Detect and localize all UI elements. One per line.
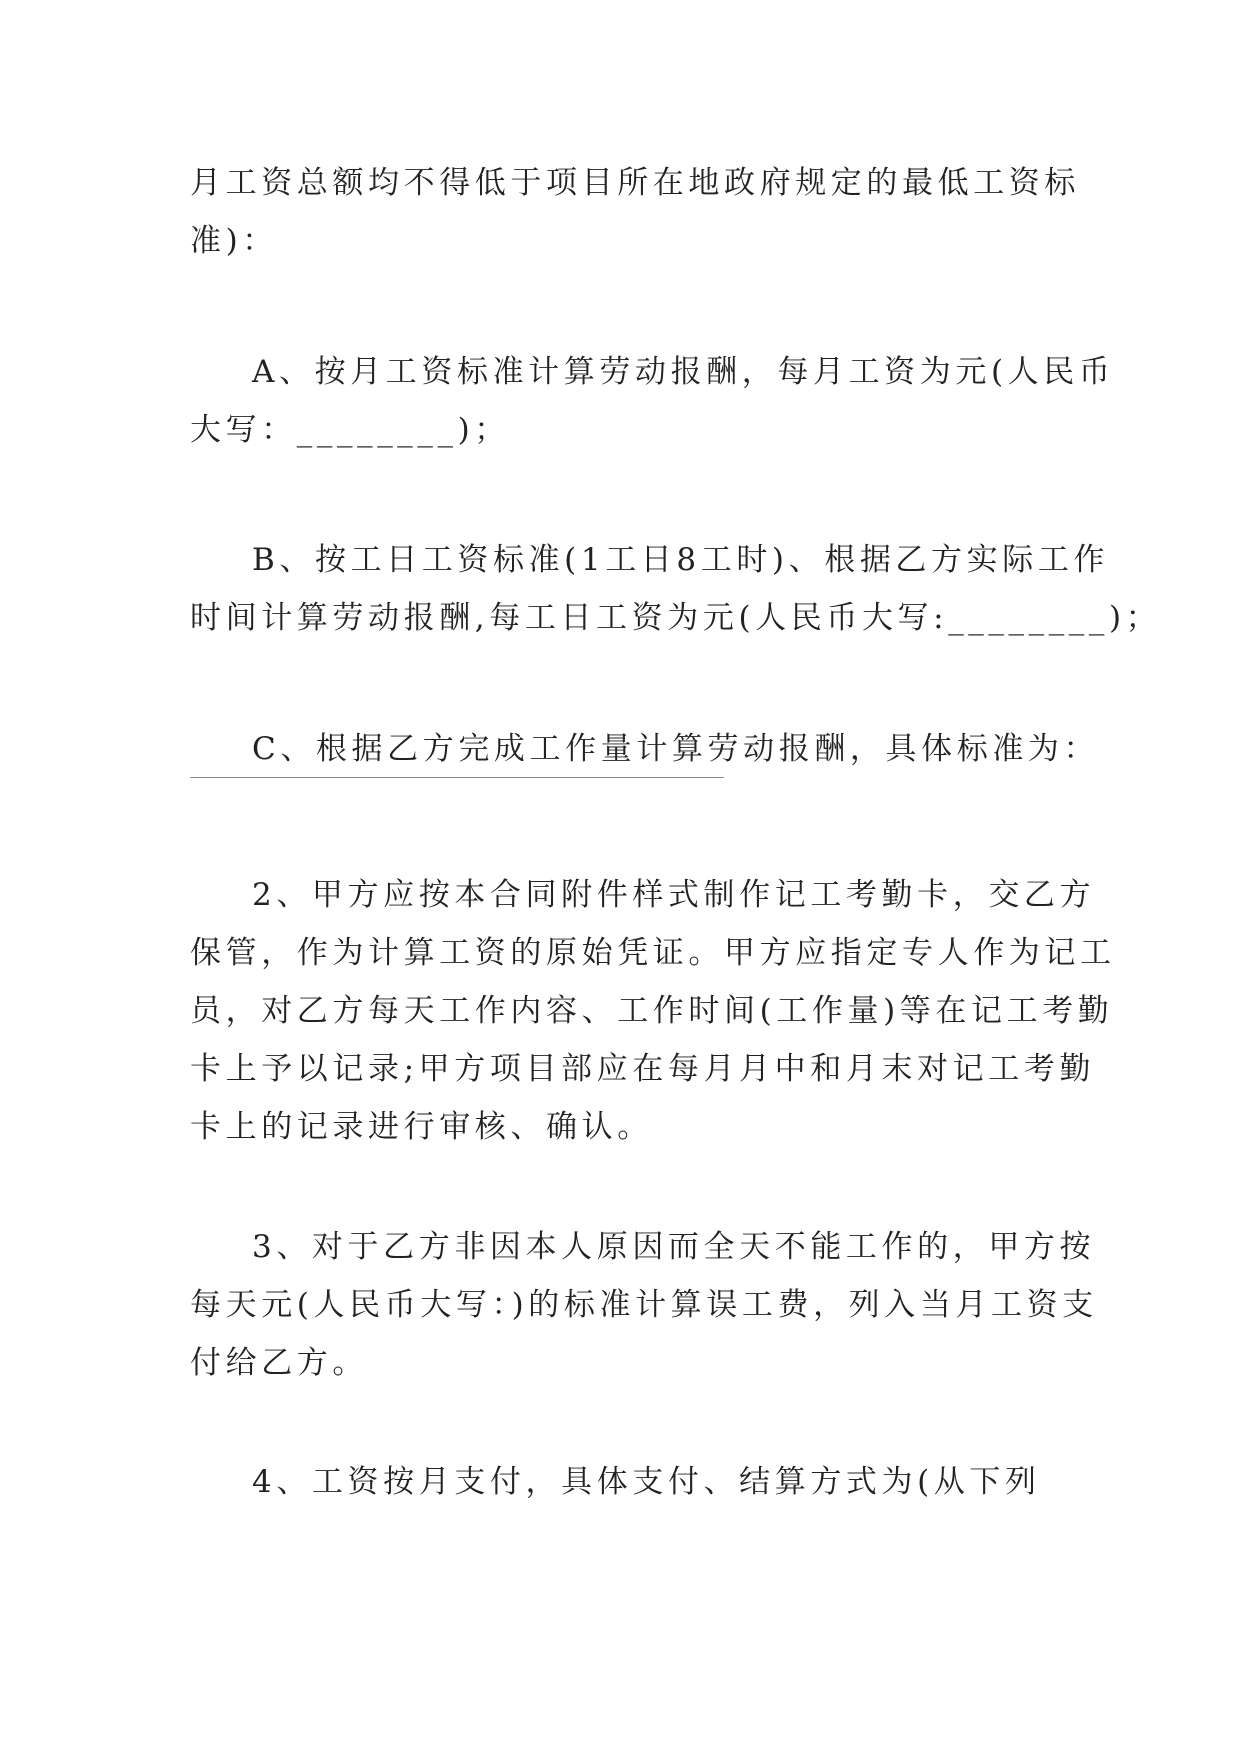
paragraph-line: 2、甲方应按本合同附件样式制作记工考勤卡，交乙方 — [252, 877, 1096, 913]
paragraph-line: 付给乙方。 — [190, 1345, 368, 1381]
paragraph-line: 卡上予以记录;甲方项目部应在每月月中和月末对记工考勤 — [190, 1051, 1096, 1087]
paragraph-option-a — [190, 343, 1115, 459]
paragraph-line: 时间计算劳动报酬,每工日工资为元(人民币大写:________)； — [190, 600, 1162, 636]
paragraph-line: 卡上的记录进行审核、确认。 — [190, 1109, 653, 1145]
paragraph-line: 员，对乙方每天工作内容、工作时间(工作量)等在记工考勤 — [190, 993, 1114, 1029]
paragraph-clause-3 — [190, 1218, 1098, 1392]
paragraph-line: 4、工资按月支付，具体支付、结算方式为(从下列 — [252, 1464, 1041, 1500]
paragraph-line: A、按月工资标准计算劳动报酬，每月工资为元(人民币 — [252, 354, 1115, 390]
paragraph-line: B、按工日工资标准(1工日8工时)、根据乙方实际工作 — [252, 542, 1110, 578]
paragraph-line: 月工资总额均不得低于项目所在地政府规定的最低工资标 — [190, 165, 1080, 201]
fill-in-blank-line — [190, 777, 724, 778]
paragraph-clause-2 — [190, 866, 1116, 1156]
paragraph-line: 每天元(人民币大写：)的标准计算误工费，列入当月工资支 — [190, 1287, 1098, 1323]
paragraph-option-c — [190, 720, 1100, 778]
paragraph-clause-4 — [190, 1453, 1060, 1511]
paragraph-line: 大写：________)； — [190, 412, 510, 448]
paragraph-line: 准)： — [190, 223, 278, 259]
paragraph-line: C、根据乙方完成工作量计算劳动报酬，具体标准为： — [252, 731, 1100, 767]
paragraph-line: 3、对于乙方非因本人原因而全天不能工作的，甲方按 — [252, 1229, 1096, 1265]
paragraph-intro-continuation — [190, 154, 1080, 270]
paragraph-option-b — [190, 531, 1162, 647]
paragraph-line: 保管，作为计算工资的原始凭证。甲方应指定专人作为记工 — [190, 935, 1116, 971]
